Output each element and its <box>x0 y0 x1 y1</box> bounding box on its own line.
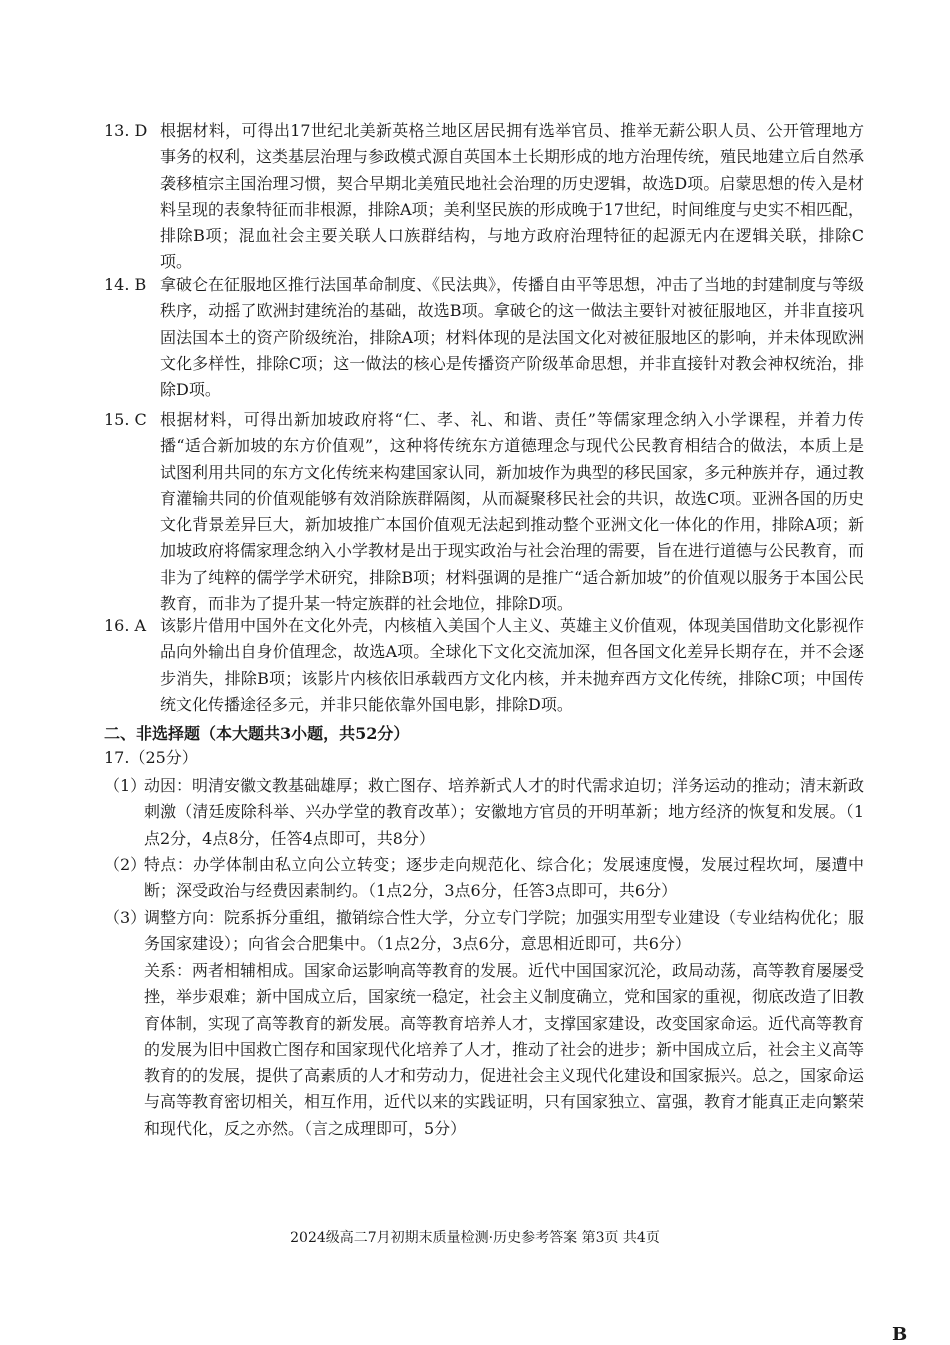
answer-number: 16. A <box>104 616 147 635</box>
answer-item-13 <box>104 118 864 276</box>
part-label: （3） <box>104 908 147 927</box>
answer-explanation: 拿破仑在征服地区推行法国革命制度、《民法典》，传播自由平等思想，冲击了当地的封建制度与等级秩序，动摇了欧洲封建统治的基础，故选B项。拿破仑的这一做法主要针对被征服地区，并非直接巩固法国本土的资产阶级统治，排除A项；材料体现的是法国文化对被征服地区的影响，并未体现欧洲文化多样性，排除C项；这一做法的核心是传播资产阶级革命思想，并非直接针对教会神权统治，排除D项。 <box>160 275 865 400</box>
question-17-relation <box>104 958 864 1142</box>
part-text: 动因：明清安徽文教基础雄厚；救亡图存、培养新式人才的时代需求迫切；洋务运动的推动；清末新政刺激（清廷废除科举、兴办学堂的教育改革）；安徽地方官员的开明革新；地方经济的恢复和发展。（1点2分，4点8分，任答4点即可，共8分） <box>144 776 865 848</box>
relation-text: 关系：两者相辅相成。国家命运影响高等教育的发展。近代中国国家沉沦，政局动荡，高等教育屡屡受挫，举步艰难；新中国成立后，国家统一稳定，社会主义制度确立，党和国家的重视，彻底改造了旧教育体制，实现了高等教育的新发展。高等教育培养人才，支撑国家建设，改变国家命运。近代高等教育的发展为旧中国救亡图存和国家现代化培养了人才，推动了社会的进步；新中国成立后，社会主义高等教育的的发展，提供了高素质的人才和劳动力，促进社会主义现代化建设和国家振兴。总之，国家命运与高等教育密切相关，相互作用，近代以来的实践证明，只有国家独立、富强，教育才能真正走向繁荣和现代化，反之亦然。（言之成理即可，5分） <box>144 961 865 1138</box>
answer-number: 13. D <box>104 121 148 140</box>
answer-number: 14. B <box>104 275 147 294</box>
part-text: 特点：办学体制由私立向公立转变；逐步走向规范化、综合化；发展速度慢，发展过程坎坷，屡遭中断；深受政治与经费因素制约。（1点2分，3点6分，任答3点即可，共6分） <box>144 855 864 901</box>
answer-item-15 <box>104 407 864 617</box>
answer-explanation: 根据材料，可得出17世纪北美新英格兰地区居民拥有选举官员、推举无薪公职人员、公开管理地方事务的权利，这类基层治理与参政模式源自英国本土长期形成的地方治理传统，殖民地建立后自然承袭移植宗主国治理习惯，契合早期北美殖民地社会治理的历史逻辑，故选D项。启蒙思想的传入是材料呈现的表象特征而非根源，排除A项；美利坚民族的形成晚于17世纪，时间维度与史实不相匹配，排除B项；混血社会主要关联人口族群结构，与地方政府治理特征的起源无内在逻辑关联，排除C项。 <box>160 121 865 272</box>
part-label: （1） <box>104 776 147 795</box>
corner-mark: B <box>892 1324 908 1345</box>
part-label: （2） <box>104 855 147 874</box>
page-footer: 2024级高二7月初期末质量检测·历史参考答案 第3页 共4页 <box>290 1230 660 1246</box>
answer-explanation: 该影片借用中国外在文化外壳，内核植入美国个人主义、英雄主义价值观，体现美国借助文化影视作品向外输出自身价值理念，故选A项。全球化下文化交流加深，但各国文化差异长期存在，并不会逐步消失，排除B项；该影片内核依旧承载西方文化内核，并未抛弃西方文化传统，排除C项；中国传统文化传播途径多元，并非只能依靠外国电影，排除D项。 <box>160 616 865 714</box>
answer-explanation: 根据材料，可得出新加坡政府将“仁、孝、礼、和谐、责任”等儒家理念纳入小学课程，并着力传播“适合新加坡的东方价值观”，这种将传统东方道德理念与现代公民教育相结合的做法，本质上是试图利用共同的东方文化传统来构建国家认同，新加坡作为典型的移民国家，多元种族并存，通过教育灌输共同的价值观能够有效消除族群隔阂，从而凝聚移民社会的共识，故选C项。亚洲各国的历史文化背景差异巨大，新加坡推广本国价值观无法起到推动整个亚洲文化一体化的作用，排除A项；新加坡政府将儒家理念纳入小学教材是出于现实政治与社会治理的需要，旨在进行道德与公民教育，而非为了纯粹的儒学学术研究，排除B项；材料强调的是推广“适合新加坡”的价值观以服务于本国公民教育，而非为了提升某一特定族群的社会地位，排除D项。 <box>160 410 865 614</box>
answer-item-16 <box>104 613 864 718</box>
question-17-part-2 <box>104 852 864 905</box>
answer-number: 15. C <box>104 410 147 429</box>
section-title: 二、非选择题（本大题共3小题，共52分） <box>104 724 410 743</box>
answer-item-14 <box>104 272 864 403</box>
question-17-part-3 <box>104 905 864 958</box>
question-17-header: 17.（25分） <box>104 748 198 767</box>
question-17-part-1 <box>104 773 864 852</box>
part-text: 调整方向：院系拆分重组，撤销综合性大学，分立专门学院；加强实用型专业建设（专业结构优化；服务国家建设）；向省会合肥集中。（1点2分，3点6分，意思相近即可，共6分） <box>144 908 865 954</box>
